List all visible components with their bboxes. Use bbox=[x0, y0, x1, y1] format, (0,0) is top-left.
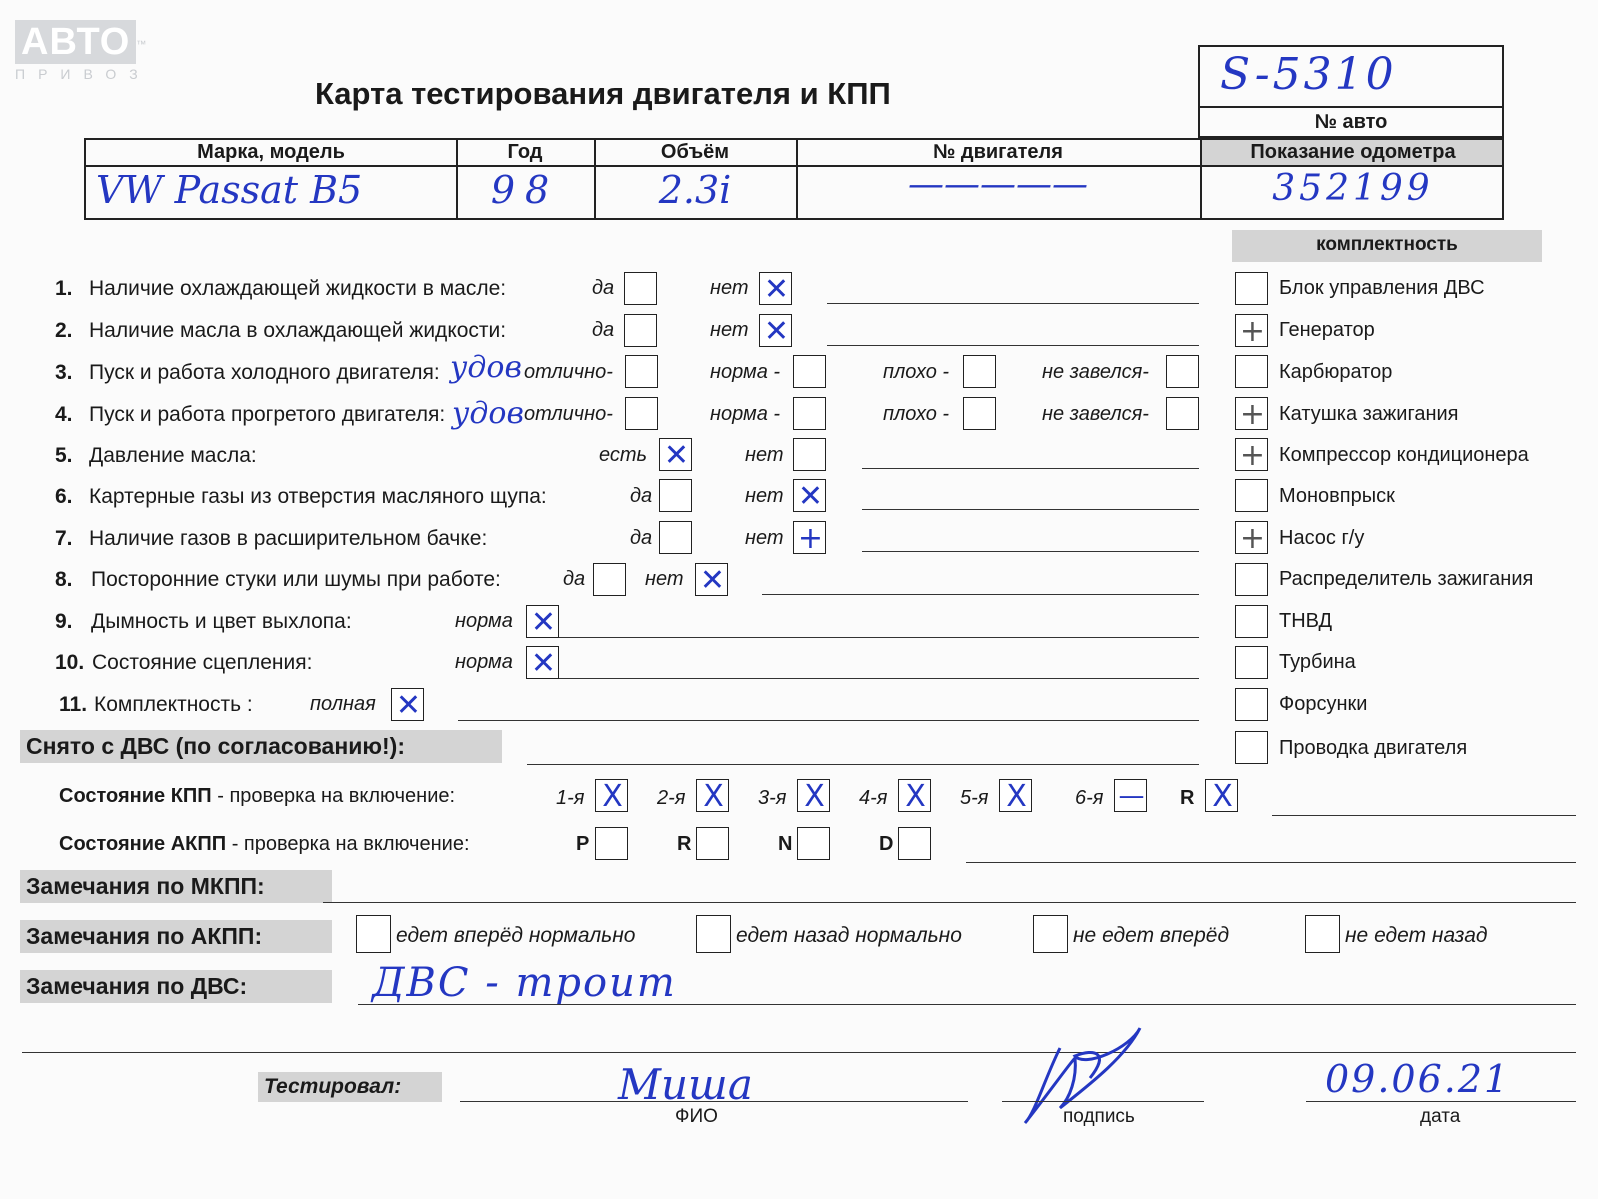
header-table bbox=[84, 138, 1504, 220]
kit-checkbox[interactable] bbox=[1235, 605, 1268, 638]
logo-sub: ПРИВОЗ bbox=[15, 66, 151, 82]
col-header-year: Год bbox=[507, 141, 543, 163]
date-line bbox=[1306, 1101, 1576, 1102]
tested-by-label: Тестировал: bbox=[258, 1072, 442, 1102]
engine-no-value: ————— bbox=[908, 164, 1088, 205]
checkbox[interactable] bbox=[624, 272, 657, 305]
checkbox[interactable] bbox=[793, 397, 826, 430]
akpp-mode-label: P bbox=[576, 833, 590, 855]
x-mark-icon: X bbox=[905, 779, 926, 814]
option-yes: да bbox=[592, 277, 615, 299]
x-mark-icon: ✕ bbox=[797, 479, 824, 514]
date-caption: дата bbox=[1420, 1106, 1461, 1127]
answer-line bbox=[762, 594, 1199, 595]
option-excellent: отлично- bbox=[524, 403, 613, 425]
checkbox[interactable] bbox=[625, 397, 658, 430]
option-full: полная bbox=[310, 693, 376, 715]
akpp-label-bold: Состояние АКПП bbox=[59, 833, 227, 855]
check-num: 2. bbox=[55, 319, 73, 342]
kit-checkbox[interactable] bbox=[1235, 355, 1268, 388]
option-is: есть bbox=[599, 444, 648, 466]
check-label: Комплектность : bbox=[94, 693, 253, 716]
option-norm: норма bbox=[455, 651, 513, 673]
answer-line bbox=[22, 1052, 1576, 1053]
option-no: нет bbox=[645, 568, 684, 590]
answer-line bbox=[966, 862, 1576, 863]
kit-checkbox[interactable] bbox=[1235, 646, 1268, 679]
checkbox-checked[interactable] bbox=[695, 563, 728, 596]
answer-line bbox=[458, 720, 1199, 721]
kit-item-label: Компрессор кондиционера bbox=[1279, 444, 1529, 466]
kit-item-label: Моновпрыск bbox=[1279, 485, 1395, 507]
kit-checkbox[interactable] bbox=[1235, 314, 1268, 347]
plus-mark-icon: + bbox=[797, 521, 824, 556]
kit-checkbox[interactable] bbox=[1235, 563, 1268, 596]
kit-item-label: Блок управления ДВС bbox=[1279, 277, 1485, 299]
checkbox[interactable] bbox=[793, 438, 826, 471]
x-mark-icon: ✕ bbox=[530, 605, 557, 640]
kit-item-label: Насос г/у bbox=[1279, 527, 1365, 549]
removed-label: Снято с ДВС (по согласованию!): bbox=[20, 730, 502, 763]
akpp-label bbox=[59, 833, 470, 856]
plus-mark-icon: + bbox=[1239, 314, 1266, 349]
check-num: 11. bbox=[59, 693, 88, 716]
option-no-start: не завелся- bbox=[1042, 361, 1149, 383]
answer-line bbox=[862, 468, 1199, 469]
gear-checkbox[interactable] bbox=[999, 779, 1032, 812]
col-header-model: Марка, модель bbox=[197, 141, 345, 163]
check-num: 10. bbox=[55, 651, 85, 674]
option-no: нет bbox=[710, 319, 749, 341]
option-no: нет bbox=[745, 485, 784, 507]
kpp-label-rest: - проверка на включение: bbox=[211, 785, 456, 807]
answer-line bbox=[559, 678, 1199, 679]
x-mark-icon: ✕ bbox=[395, 688, 422, 723]
gear-checkbox[interactable] bbox=[1114, 779, 1147, 812]
gear-checkbox[interactable] bbox=[696, 779, 729, 812]
answer-line bbox=[1272, 815, 1576, 816]
kit-header-label: комплектность bbox=[1316, 234, 1458, 255]
answer-line bbox=[827, 345, 1199, 346]
gear-label: 5-я bbox=[960, 787, 989, 809]
checkbox-checked[interactable] bbox=[759, 314, 792, 347]
check-num: 1. bbox=[55, 277, 73, 300]
option-bad: плохо - bbox=[883, 403, 950, 425]
logo bbox=[15, 20, 151, 82]
akpp-mode-label: D bbox=[879, 833, 894, 855]
checkbox[interactable] bbox=[659, 479, 692, 512]
akpp-remark-checkbox[interactable] bbox=[356, 915, 391, 953]
model-value: VW Passat B5 bbox=[96, 168, 363, 212]
gear-label: 2-я bbox=[657, 787, 686, 809]
kit-checkbox[interactable] bbox=[1235, 688, 1268, 721]
remarks-mkpp-label: Замечания по МКПП: bbox=[20, 870, 332, 903]
checkbox-checked[interactable] bbox=[391, 688, 424, 721]
check-num: 3. bbox=[55, 361, 73, 384]
auto-number-divider bbox=[1200, 106, 1502, 108]
plus-mark-icon: + bbox=[1239, 521, 1266, 556]
akpp-remark-checkbox[interactable] bbox=[696, 915, 731, 953]
gear-label: 4-я bbox=[859, 787, 888, 809]
check-num: 9. bbox=[55, 610, 73, 633]
kit-checkbox[interactable] bbox=[1235, 731, 1268, 764]
kit-item-label: Карбюратор bbox=[1279, 361, 1393, 383]
answer-line bbox=[827, 303, 1199, 304]
akpp-remark-option: не едет назад bbox=[1345, 924, 1488, 947]
x-mark-icon: X bbox=[1212, 779, 1233, 814]
handwritten-note: удов bbox=[450, 350, 522, 385]
col-header-engine-no: № двигателя bbox=[933, 141, 1063, 163]
kit-checkbox[interactable] bbox=[1235, 397, 1268, 430]
plus-mark-icon: + bbox=[1239, 438, 1266, 473]
remarks-akpp-label: Замечания по АКПП: bbox=[20, 920, 332, 953]
x-mark-icon: ✕ bbox=[763, 272, 790, 307]
answer-line bbox=[559, 637, 1199, 638]
kit-item-label: Катушка зажигания bbox=[1279, 403, 1459, 425]
kpp-label bbox=[59, 785, 455, 808]
col-header-odometer: Показание одометра bbox=[1250, 141, 1456, 163]
x-mark-icon: ✕ bbox=[763, 314, 790, 349]
option-no-start: не завелся- bbox=[1042, 403, 1149, 425]
akpp-remark-checkbox[interactable] bbox=[1305, 915, 1340, 953]
checkbox[interactable] bbox=[1166, 355, 1199, 388]
logo-tm: ™ bbox=[136, 39, 147, 51]
header-row-divider bbox=[86, 165, 1502, 167]
checkbox[interactable] bbox=[963, 397, 996, 430]
option-yes: да bbox=[592, 319, 615, 341]
auto-number-label: № авто bbox=[1314, 111, 1388, 133]
akpp-label-rest: - проверка на включение: bbox=[226, 833, 470, 855]
option-norm: норма bbox=[455, 610, 513, 632]
plus-mark-icon: + bbox=[1239, 397, 1266, 432]
check-label: Наличие газов в расширительном бачке: bbox=[89, 527, 488, 550]
gear-label: 3-я bbox=[758, 787, 787, 809]
akpp-remark-option: едет назад нормально bbox=[736, 924, 962, 947]
gear-label: 6-я bbox=[1075, 787, 1104, 809]
check-label: Состояние сцепления: bbox=[92, 651, 313, 674]
checkbox[interactable] bbox=[625, 355, 658, 388]
check-num: 5. bbox=[55, 444, 73, 467]
akpp-remark-checkbox[interactable] bbox=[1033, 915, 1068, 953]
gear-checkbox[interactable] bbox=[797, 779, 830, 812]
check-num: 4. bbox=[55, 403, 73, 426]
date-value: 09.06.21 bbox=[1325, 1057, 1511, 1101]
tested-by-name: Миша bbox=[618, 1060, 753, 1109]
check-label: Наличие охлаждающей жидкости в масле: bbox=[89, 277, 507, 300]
auto-number-value: S-5310 bbox=[1220, 49, 1397, 100]
x-mark-icon: ✕ bbox=[663, 438, 690, 473]
akpp-mode-checkbox[interactable] bbox=[797, 827, 830, 860]
gear-checkbox[interactable] bbox=[1205, 779, 1238, 812]
answer-line bbox=[323, 902, 1576, 903]
check-label: Посторонние стуки или шумы при работе: bbox=[91, 568, 501, 591]
checkbox[interactable] bbox=[593, 563, 626, 596]
name-line bbox=[460, 1101, 968, 1102]
answer-line bbox=[527, 764, 1199, 765]
check-label: Дымность и цвет выхлопа: bbox=[91, 610, 352, 633]
checkbox-checked[interactable] bbox=[526, 605, 559, 638]
option-excellent: отлично- bbox=[524, 361, 613, 383]
gear-label: 1-я bbox=[556, 787, 585, 809]
check-label: Наличие масла в охлаждающей жидкости: bbox=[89, 319, 507, 342]
x-mark-icon: X bbox=[703, 779, 724, 814]
option-yes: да bbox=[630, 527, 653, 549]
kpp-label-bold: Состояние КПП bbox=[59, 785, 212, 807]
checkbox[interactable] bbox=[793, 355, 826, 388]
akpp-remark-option: едет вперёд нормально bbox=[396, 924, 636, 947]
check-label: Давление масла: bbox=[89, 444, 257, 467]
kit-item-label: Турбина bbox=[1279, 651, 1356, 673]
handwritten-note: удов bbox=[452, 396, 524, 431]
remarks-dvs-value: ДВС - троит bbox=[372, 960, 677, 1006]
checkbox-checked[interactable] bbox=[526, 646, 559, 679]
answer-line bbox=[862, 509, 1199, 510]
check-num: 7. bbox=[55, 527, 73, 550]
kit-checkbox[interactable] bbox=[1235, 521, 1268, 554]
checkbox[interactable] bbox=[1166, 397, 1199, 430]
kit-item-label: Генератор bbox=[1279, 319, 1375, 341]
x-mark-icon: ✕ bbox=[699, 563, 726, 598]
checkbox-checked[interactable] bbox=[793, 521, 826, 554]
option-bad: плохо - bbox=[883, 361, 950, 383]
kit-item-label: ТНВД bbox=[1279, 610, 1333, 632]
kit-item-label: Распределитель зажигания bbox=[1279, 568, 1534, 590]
name-caption: ФИО bbox=[675, 1106, 718, 1127]
akpp-mode-label: N bbox=[778, 833, 793, 855]
odometer-value: 352199 bbox=[1272, 168, 1434, 209]
auto-number-box bbox=[1198, 45, 1504, 138]
option-normal: норма - bbox=[710, 361, 781, 383]
kit-item-label: Проводка двигателя bbox=[1279, 737, 1468, 759]
checkbox[interactable] bbox=[963, 355, 996, 388]
logo-main: АВТО bbox=[15, 20, 136, 64]
check-label: Пуск и работа прогретого двигателя: bbox=[89, 403, 446, 426]
answer-line bbox=[862, 551, 1199, 552]
akpp-mode-checkbox[interactable] bbox=[696, 827, 729, 860]
gear-checkbox[interactable] bbox=[898, 779, 931, 812]
volume-value: 2.3i bbox=[658, 168, 732, 212]
option-yes: да bbox=[563, 568, 586, 590]
page-title: Карта тестирования двигателя и КПП bbox=[315, 76, 891, 111]
col-header-volume: Объём bbox=[660, 141, 730, 163]
option-no: нет bbox=[745, 527, 784, 549]
check-label: Пуск и работа холодного двигателя: bbox=[89, 361, 440, 384]
answer-line bbox=[358, 1004, 1576, 1005]
akpp-mode-checkbox[interactable] bbox=[595, 827, 628, 860]
option-yes: да bbox=[630, 485, 653, 507]
dash-mark-icon: — bbox=[1118, 781, 1145, 811]
option-no: нет bbox=[745, 444, 784, 466]
year-value: 98 bbox=[490, 168, 560, 212]
kit-item-label: Форсунки bbox=[1279, 693, 1368, 715]
checkbox[interactable] bbox=[624, 314, 657, 347]
akpp-remark-option: не едет вперёд bbox=[1073, 924, 1230, 947]
checkbox-checked[interactable] bbox=[793, 479, 826, 512]
x-mark-icon: ✕ bbox=[530, 646, 557, 681]
kit-checkbox[interactable] bbox=[1235, 272, 1268, 305]
x-mark-icon: X bbox=[602, 779, 623, 814]
akpp-mode-label: R bbox=[677, 833, 692, 855]
checkbox-checked[interactable] bbox=[659, 438, 692, 471]
x-mark-icon: X bbox=[1006, 779, 1027, 814]
remarks-dvs-label: Замечания по ДВС: bbox=[20, 970, 332, 1003]
checkbox[interactable] bbox=[659, 521, 692, 554]
option-normal: норма - bbox=[710, 403, 781, 425]
akpp-mode-checkbox[interactable] bbox=[898, 827, 931, 860]
x-mark-icon: X bbox=[804, 779, 825, 814]
kit-checkbox[interactable] bbox=[1235, 438, 1268, 471]
check-num: 6. bbox=[55, 485, 73, 508]
gear-label: R bbox=[1180, 787, 1195, 809]
checkbox-checked[interactable] bbox=[759, 272, 792, 305]
signature-caption: подпись bbox=[1063, 1106, 1135, 1127]
gear-checkbox[interactable] bbox=[595, 779, 628, 812]
kit-checkbox[interactable] bbox=[1235, 479, 1268, 512]
option-no: нет bbox=[710, 277, 749, 299]
signature-line bbox=[1002, 1101, 1204, 1102]
check-label: Картерные газы из отверстия масляного щупа: bbox=[89, 485, 547, 508]
check-num: 8. bbox=[55, 568, 73, 591]
